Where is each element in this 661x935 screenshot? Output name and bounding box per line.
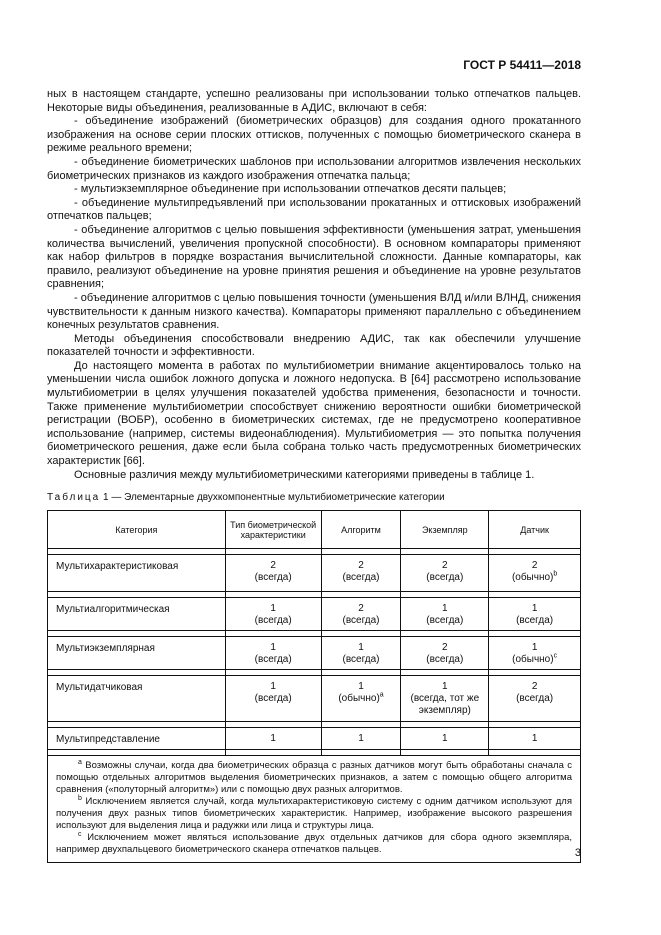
table-cell: 2 (всегда) xyxy=(401,555,489,592)
list-item: - объединение алгоритмов с целью повышения эффективности (уменьшения затрат, уменьшения количества вычислений, увеличения пропускной способности). В основном компараторы применяют как набор фильтров в порядке возрастания вычислительной сложности. Данные компараторы, как правило, реализуют объединение на уровне принятия решения и объединение на уровне результатов сравнения; xyxy=(47,223,581,291)
table-cell: 1 xyxy=(489,728,581,750)
table-cell: 2 (всегда) xyxy=(225,555,321,592)
table-footnotes xyxy=(48,756,581,863)
footnote-ref: а xyxy=(379,691,384,699)
table-cell: 1 (обычно)$^а$ xyxy=(321,676,401,722)
table-cell: 2 (всегда) xyxy=(401,637,489,670)
table-row xyxy=(48,728,581,750)
paragraph: До настоящего момента в работах по мультибиометрии внимание акцентировалось только на уменьшении числа ошибок ложного допуска и ложного недопуска. В [64] рассмотрено использование мультибиометрии в целях улучшения показателей удобства применения, безопасности и точности. Также применение мультибиометрии способствует снижению вероятности ошибки биометрической регистрации (ВОБР), особенно в биометрических системах, где не предусмотрено кооперативное использование (например, системы видеонаблюдения). Мультибиометрия — это попытка получения биометрического решения, даже если была собрана только часть предусмотренных биометрических характеристик [66]. xyxy=(47,359,581,468)
table-cell: 1 (всегда, тот же экземпляр) xyxy=(401,676,489,722)
paragraph: Основные различия между мультибиометрическими категориями приведены в таблице 1. xyxy=(74,468,535,481)
list-item: - объединение мультипредъявлений при использовании прокатанных и оттисковых изображений отпечатков пальцев; xyxy=(47,196,581,223)
footnote-mark: c xyxy=(78,830,82,838)
table-caption-text: 1 — Элементарные двухкомпонентные мультибиометрические категории xyxy=(100,492,445,503)
table-cell: 1 xyxy=(321,728,401,750)
table-footnotes-row xyxy=(48,756,581,863)
footnote: $^b$ Исключением является случай, когда мультихарактеристиковую систему с одним датчиком используют для получения двух разных типов биометрических характеристик. Например, изображение высокого разрешения используют для выделения лица и радужки или лица и структуры лица. xyxy=(56,794,572,831)
footnote-mark: b xyxy=(78,794,82,802)
table-cell: 1 xyxy=(225,728,321,750)
header-instance: Экземпляр xyxy=(401,511,489,549)
row-category: Мультипредставление xyxy=(48,728,226,750)
footnote-mark: а xyxy=(78,758,82,766)
table-cell: 1 (всегда) xyxy=(225,637,321,670)
list-item: - объединение биометрических шаблонов при использовании алгоритмов извлечения нескольких биометрических признаков из каждого изображения отпечатка пальца; xyxy=(47,155,581,182)
list-item: - объединение изображений (биометрических образцов) для создания одного прокатанного изображения на основе серии плоских оттисков, полученных с помощью биометрического сканера в режиме реального времени; xyxy=(47,115,581,155)
row-category: Мультихарактеристиковая xyxy=(48,555,226,592)
table-cell: 2 (всегда) xyxy=(321,555,401,592)
table-caption xyxy=(47,492,445,503)
table-row xyxy=(48,637,581,670)
table-row xyxy=(48,676,581,722)
header-category: Категория xyxy=(48,511,226,549)
header-algorithm: Алгоритм xyxy=(321,511,401,549)
table-row xyxy=(48,598,581,631)
footnote: $^а$ Возможны случаи, когда два биометрических образца с разных датчиков могут быть обработаны сначала с помощью отдельных алгоритмов выделения биометрических признаков, а затем с помощью общего алгоритма сравнения («полуторный алгоритм») или с помощью двух разных алгоритмов. xyxy=(56,758,572,795)
table-header-row xyxy=(48,511,581,549)
table-cell: 1 xyxy=(401,728,489,750)
footnote: $^c$ Исключением может являться использование двух отдельных датчиков для сбора одного экземпляра, например двухпальцевого биометрического сканера отпечатков пальцев. xyxy=(56,830,572,855)
row-category: Мультидатчиковая xyxy=(48,676,226,722)
body-text xyxy=(47,88,581,482)
table-cell: 2 (всегда) xyxy=(321,598,401,631)
page-number: 3 xyxy=(574,847,581,859)
table-cell: 1 (всегда) xyxy=(321,637,401,670)
row-category: Мультиэкземплярная xyxy=(48,637,226,670)
table-cell: 1 (всегда) xyxy=(225,598,321,631)
list-item: - объединение алгоритмов с целью повышения точности (уменьшения ВЛД и/или ВЛНД, снижения чувствительности к данным низкого качества). Компараторы применяют параллельно с объединением конечных результатов сравнения. xyxy=(47,291,581,332)
table-cell: 2 (обычно)$^b$ xyxy=(489,555,581,592)
row-category: Мультиалгоритмическая xyxy=(48,598,226,631)
table-caption-prefix: Таблица xyxy=(47,492,101,503)
multibiometric-categories-table xyxy=(47,510,581,863)
header-sensor: Датчик xyxy=(489,511,581,549)
table-cell: 1 (всегда) xyxy=(489,598,581,631)
document-header: ГОСТ Р 54411—2018 xyxy=(463,58,581,72)
footnote-ref: c xyxy=(553,652,558,660)
table-row xyxy=(48,555,581,592)
table-cell: 1 (всегда) xyxy=(401,598,489,631)
paragraph: ных в настоящем стандарте, успешно реализованы при использовании только отпечатков пальцев. Некоторые виды объединения, реализованные в АДИС, включают в себя: xyxy=(47,88,581,114)
table-cell: 1 (обычно)$^c$ xyxy=(489,637,581,670)
paragraph: Методы объединения способствовали внедрению АДИС, так как обеспечили улучшение показателей точности и эффективности. xyxy=(47,332,581,359)
footnote-ref: b xyxy=(553,570,558,578)
table-cell: 1 (всегда) xyxy=(225,676,321,722)
list-item: - мультиэкземплярное объединение при использовании отпечатков десяти пальцев; xyxy=(74,183,507,196)
table-cell: 2 (всегда) xyxy=(489,676,581,722)
header-characteristic-type: Тип биометрической характеристики xyxy=(225,511,321,549)
